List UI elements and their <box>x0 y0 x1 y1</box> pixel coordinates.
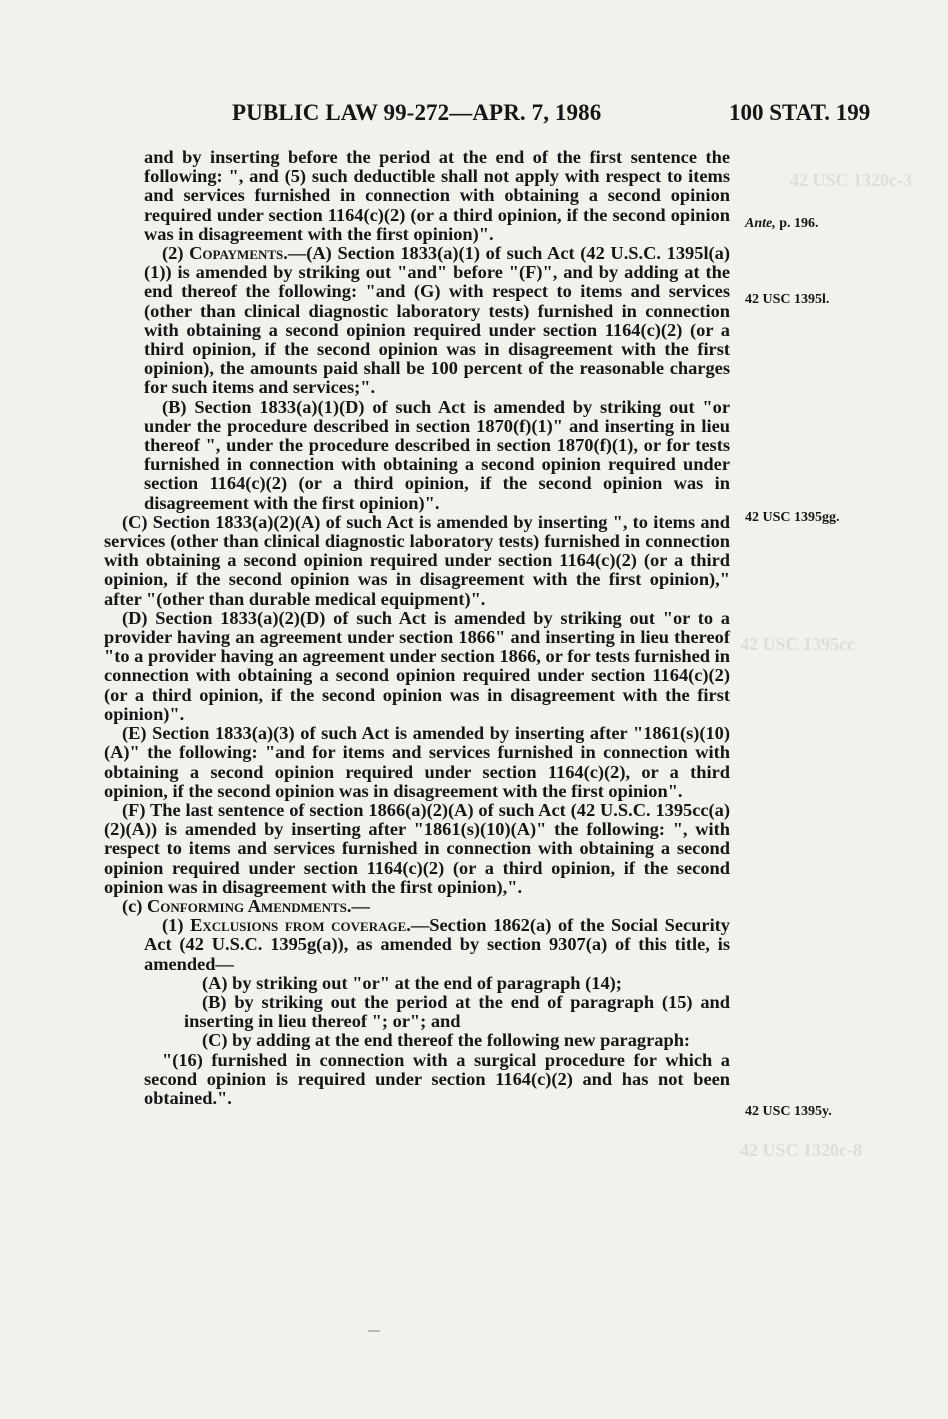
print-mark <box>368 1330 380 1332</box>
body-paragraph <box>104 897 730 916</box>
body-paragraph: "(16) furnished in connection with a surgical procedure for which a second opinion is required under section 1164(c)(2) and has not been obtained.". <box>144 1049 730 1108</box>
margin-note-citation: 42 USC 1395gg. <box>745 510 840 525</box>
paragraph-heading: Conforming Amendments. <box>147 895 352 916</box>
paragraph-number: (1) <box>162 915 191 936</box>
body-paragraph: (B) Section 1833(a)(1)(D) of such Act is amended by striking out "or under the procedure described in section 1870(f)(1)" and inserting in lieu thereof ", under the procedure described in section 1870(f)(1), or for tests furnished in connection with obtaining a second opinion required under section 1164(c)(2) (or a third opinion, if the second opinion was in disagreement with the first opinion)". <box>144 396 730 513</box>
body-paragraph <box>104 244 730 398</box>
bleed-through-text: 42 USC 1320c-3 <box>790 170 912 190</box>
paragraph-text: —(A) Section 1833(a)(1) of such Act (42 U.S.C. 1395l(a)(1)) is amended by striking out "and" before "(F)", and by adding at the end thereof the following: "and (G) with respect to items and services (other than clinical diagnostic laboratory tests) furnished in connection with obtaining a second opinion required under section 1164(c)(2) (or a third opinion, if the second opinion was in disagreement with the first opinion), the amounts paid shall be 100 percent of the reasonable charges for such items and services;". <box>144 243 730 398</box>
body-paragraph: (B) by striking out the period at the end of paragraph (15) and inserting in lieu thereof "; or"; and <box>184 991 730 1032</box>
body-paragraph <box>104 916 730 974</box>
paragraph-number: (2) <box>162 243 190 264</box>
body-paragraph: (C) Section 1833(a)(2)(A) of such Act is amended by inserting ", to items and services (other than clinical diagnostic laboratory tests) furnished in connection with obtaining a second opinion required under section 1164(c)(2) (or a third opinion, if the second opinion was in disagreement with the first opinion)," after "(other than durable medical equipment)". <box>104 511 730 609</box>
statute-body <box>104 148 730 1108</box>
paragraph-heading: Exclusions from coverage. <box>190 915 411 936</box>
bleed-through-text: 42 USC 1395cc <box>740 634 855 654</box>
body-paragraph: (C) by adding at the end thereof the following new paragraph: <box>202 1030 691 1051</box>
page-header-title: PUBLIC LAW 99-272—APR. 7, 1986 <box>232 100 602 125</box>
paragraph-number: (c) <box>122 895 148 916</box>
body-paragraph: (D) Section 1833(a)(2)(D) of such Act is amended by striking out "or to a provider having an agreement under section 1866" and inserting in lieu thereof "to a provider having an agreement under section 1866, or for tests furnished in connection with obtaining a second opinion required under section 1164(c)(2) (or a third opinion, if the second opinion was in disagreement with the first opinion)". <box>104 607 730 724</box>
margin-note-citation: 42 USC 1395y. <box>745 1104 832 1119</box>
page-header-stat: 100 STAT. 199 <box>729 100 871 125</box>
body-paragraph: (A) by striking out "or" at the end of paragraph (14); <box>202 972 622 993</box>
margin-note-prefix: Ante, <box>745 216 776 231</box>
margin-note-citation: 42 USC 1395l. <box>745 292 830 307</box>
paragraph-heading: Copayments. <box>189 243 288 264</box>
body-paragraph: (E) Section 1833(a)(3) of such Act is amended by inserting after "1861(s)(10)(A)" the following: "and for items and services furnished in connection with obtaining a second opinion required under section 1164(c)(2), or a third opinion, if the second opinion was in disagreement with the first opinion". <box>104 723 730 801</box>
bleed-through-text: 42 USC 1320c-8 <box>740 1140 862 1160</box>
paragraph-text: —Section 1862(a) of the Social Security Act (42 U.S.C. 1395g(a)), as amended by section 9307(a) of this title, is amended— <box>144 915 731 974</box>
margin-note-rest: p. 196. <box>775 216 819 231</box>
paragraph-text: — <box>351 895 370 916</box>
body-paragraph: and by inserting before the period at the end of the first sentence the following: ", and (5) such deductible shall not apply with respect to items and services furnished in connection with obtaining a second opinion required under section 1164(c)(2) (or a third opinion, if the second opinion was in disagreement with the first opinion)". <box>144 147 730 244</box>
body-paragraph: (F) The last sentence of section 1866(a)(2)(A) of such Act (42 U.S.C. 1395cc(a)(2)(A)) is amended by inserting after "1861(s)(10)(A)" the following: ", with respect to items and services furnished in connection with obtaining a second opinion required under section 1164(c)(2) (or a third opinion, if the second opinion was in disagreement with the first opinion),". <box>104 799 730 897</box>
margin-note-ante <box>745 216 819 232</box>
